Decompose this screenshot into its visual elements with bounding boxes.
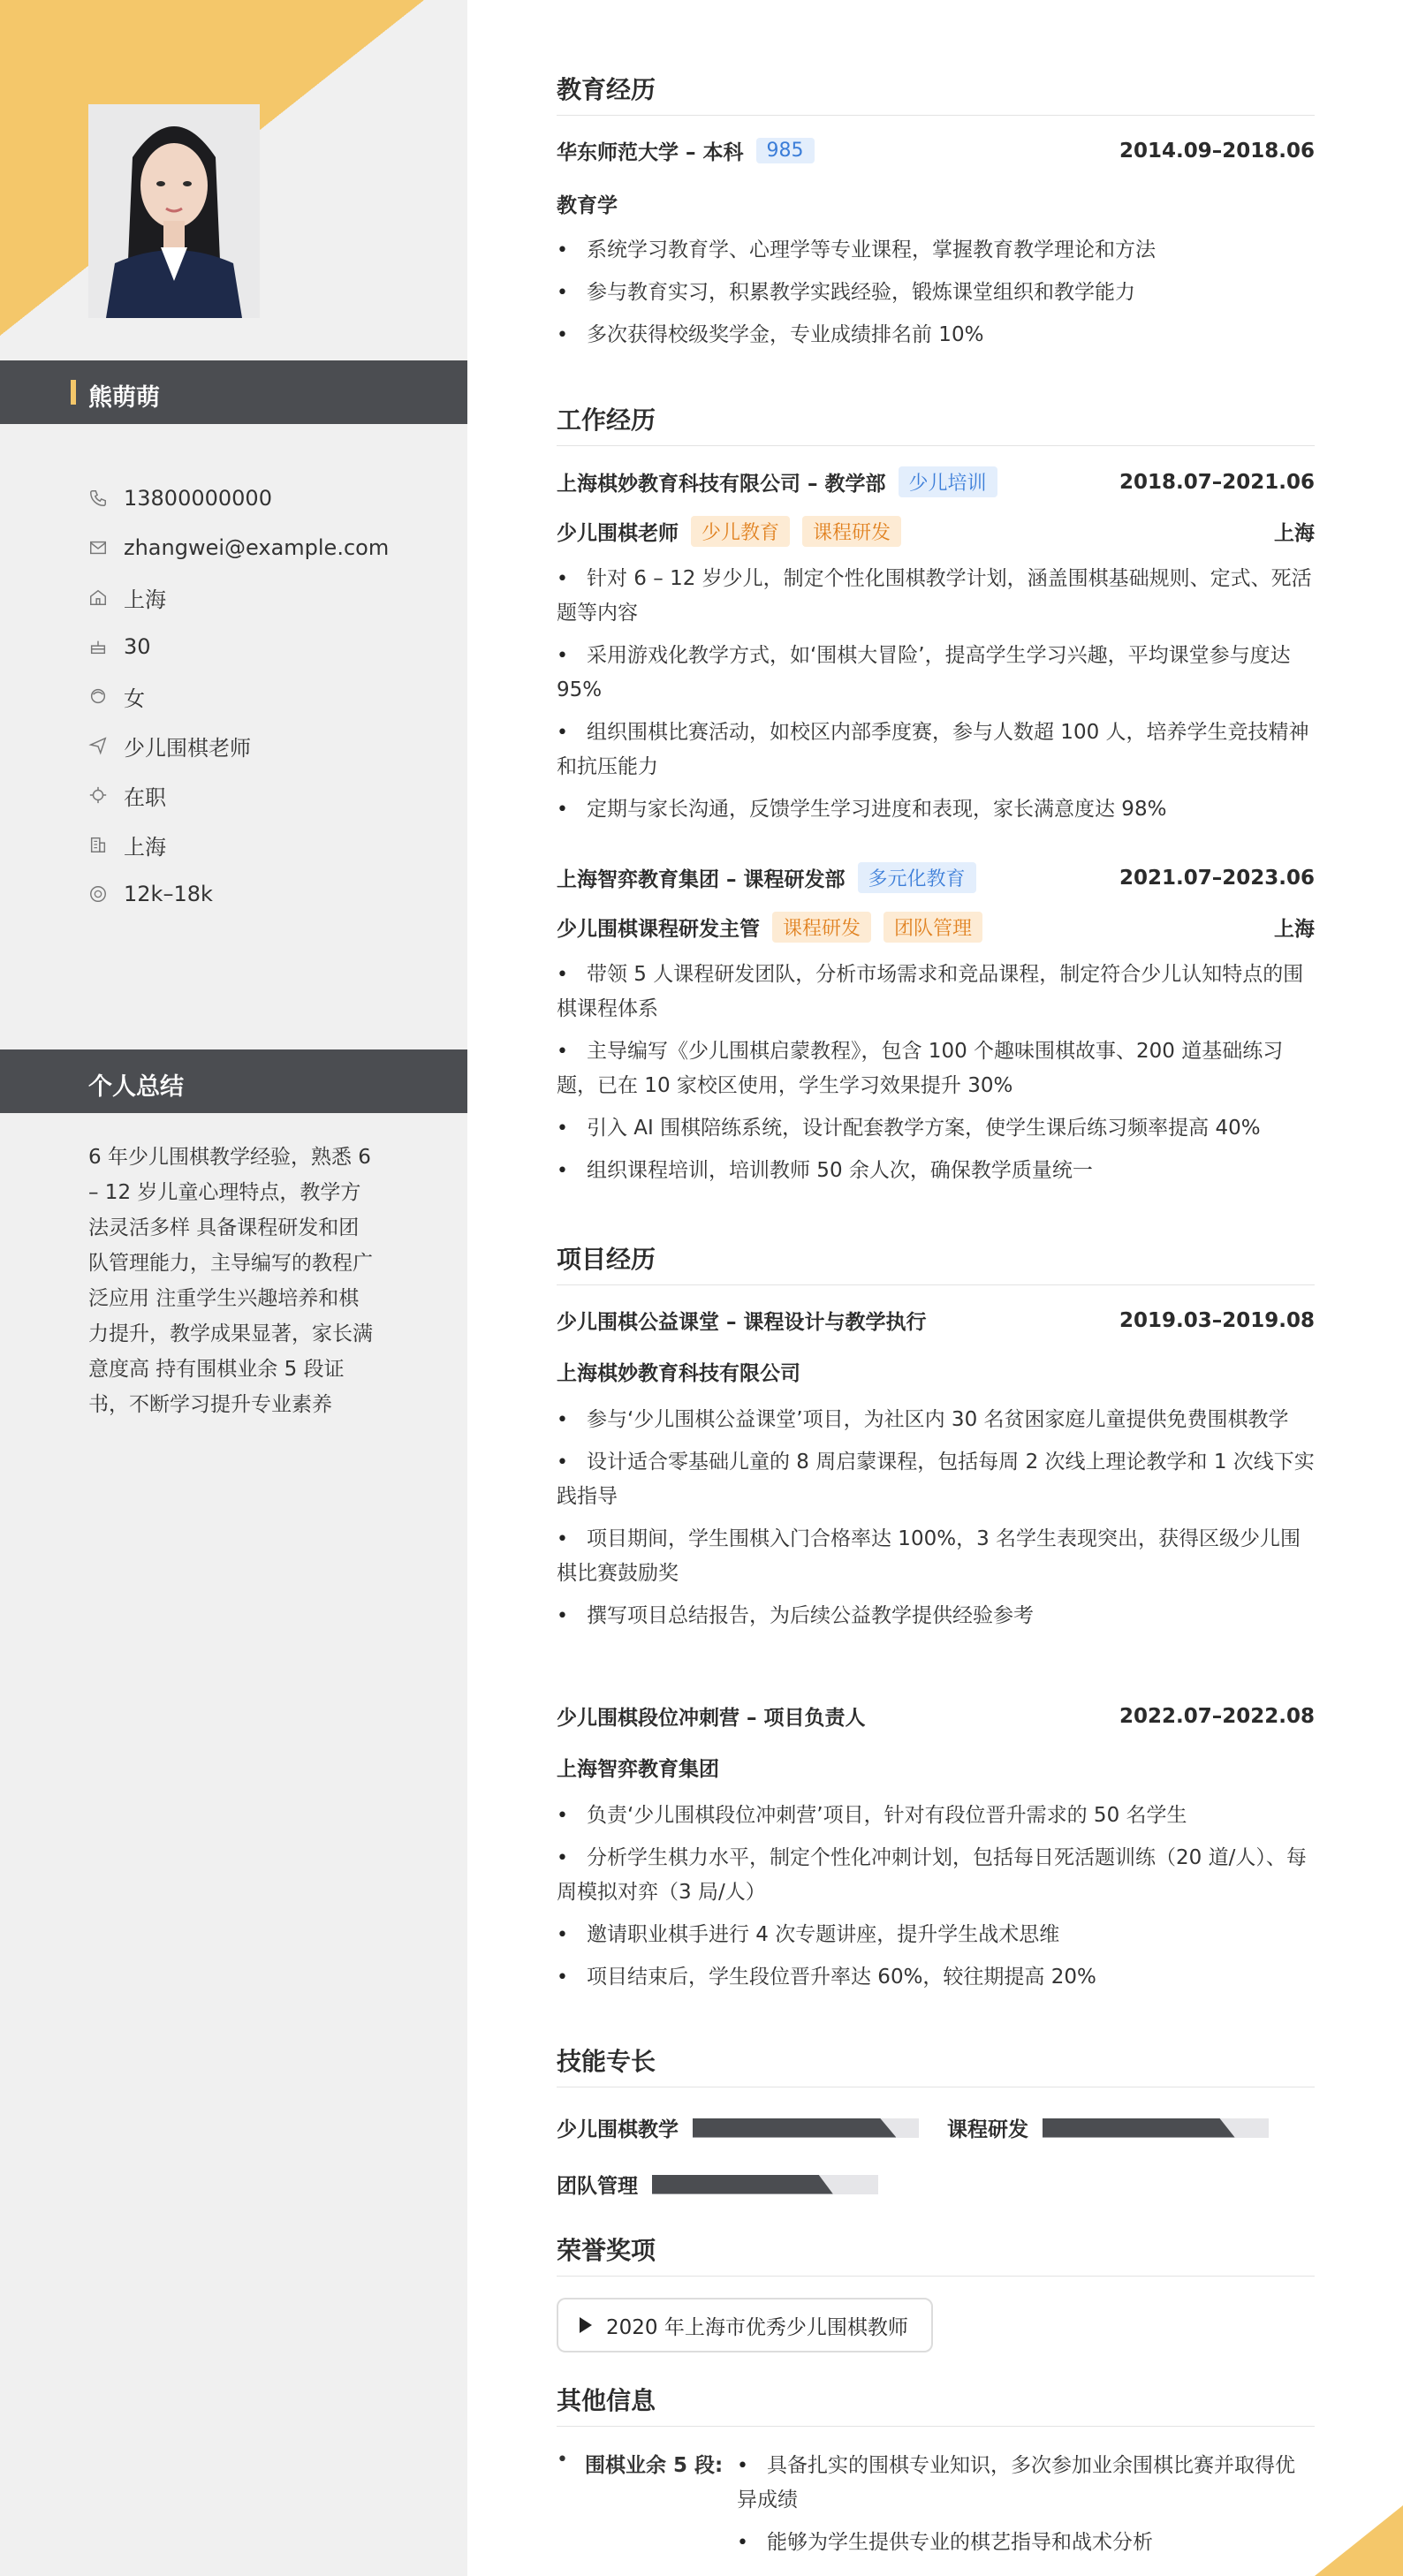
other-info <box>557 2449 1315 2568</box>
gender-icon <box>88 686 108 706</box>
list-item: • 组织课程培训，培训教师 50 余人次，确保教学质量统一 <box>557 1154 1315 1188</box>
contact-salary-text: 12k–18k <box>124 882 213 906</box>
honor-item-toggle[interactable] <box>557 2298 933 2352</box>
education-header <box>557 136 1315 165</box>
status-icon <box>88 785 108 805</box>
sidebar <box>0 0 467 2576</box>
job-2-bullets <box>557 958 1315 1196</box>
job-1-role: 少儿围棋老师 <box>557 522 679 545</box>
job-2-role: 少儿围棋课程研发主管 <box>557 918 760 941</box>
job-2-role-row <box>557 912 1315 943</box>
project-1-bullets <box>557 1403 1315 1641</box>
list-item: • 设计适合零基础儿童的 8 周启蒙课程，包括每周 2 次线上理论教学和 1 次线下实践指导 <box>557 1445 1315 1514</box>
contact-home <box>88 572 389 622</box>
work-title: 工作经历 <box>557 401 1315 446</box>
name-bar <box>0 360 467 424</box>
list-item: • 参与‘少儿围棋公益课堂’项目，为社区内 30 名贫困家庭儿童提供免费围棋教学 <box>557 1403 1315 1437</box>
contact-work-city <box>88 820 389 869</box>
profile-photo <box>88 104 260 318</box>
list-item: • 主导编写《少儿围棋启蒙教程》，包含 100 个趣味围棋故事、200 道基础练习题，已在 10 家校区使用，学生学习效果提升 30% <box>557 1034 1315 1103</box>
skill-level-fill <box>652 2175 833 2194</box>
contact-work-city-text: 上海 <box>124 834 166 860</box>
summary-text: 6 年少儿围棋教学经验，熟悉 6 – 12 岁儿童心理特点，教学方法灵活多样 具备课程研发和团队管理能力，主导编写的教程广泛应用 注重学生兴趣培养和棋力提升，教学成果显著，家长满意度高 持有围棋业余 5 段证书，不断学习提升专业素养 <box>88 1146 373 1416</box>
skill-name: 少儿围棋教学 <box>557 2118 679 2141</box>
list-item: • 组织围棋比赛活动，如校区内部季度赛，参与人数超 100 人，培养学生竞技精神和抗压能力 <box>557 716 1315 784</box>
job-2-city: 上海 <box>1274 918 1315 941</box>
project-2-header <box>557 1701 1315 1731</box>
skill-item <box>947 2113 1269 2142</box>
list-item: • 邀请职业棋手进行 4 次专题讲座，提升学生战术思维 <box>557 1918 1315 1952</box>
list-item: • 能够为学生提供专业的棋艺指导和战术分析 <box>737 2526 1315 2560</box>
job-2-role-tag: 课程研发 <box>772 912 871 943</box>
list-item: • 项目期间，学生围棋入门合格率达 100%，3 名学生表现突出，获得区级少儿围棋比赛鼓励奖 <box>557 1522 1315 1591</box>
skills-title: 技能专长 <box>557 2042 1315 2087</box>
other-bullets <box>737 2449 1315 2568</box>
education-date: 2014.09–2018.06 <box>1119 139 1315 163</box>
job-2-role-tag: 团队管理 <box>884 912 982 943</box>
list-item: • 具备扎实的围棋专业知识，多次参加业余围棋比赛并取得优异成绩 <box>737 2449 1315 2518</box>
list-item: • 定期与家长沟通，反馈学生学习进度和表现，家长满意度达 98% <box>557 792 1315 827</box>
skill-name: 课程研发 <box>947 2118 1028 2141</box>
phone-icon <box>88 489 108 508</box>
skill-level-fill <box>1043 2118 1235 2138</box>
salary-icon <box>88 884 108 904</box>
corner-decoration <box>1315 2505 1403 2576</box>
list-item: • 分析学生棋力水平，制定个性化冲刺计划，包括每日死活题训练（20 道/人）、每周模拟对弈（3 局/人） <box>557 1841 1315 1910</box>
job-1-bullets <box>557 562 1315 835</box>
job-2-company: 上海智弈教育集团 – 课程研发部 <box>557 868 846 891</box>
cake-icon <box>88 637 108 656</box>
project-2-org: 上海智弈教育集团 <box>557 1758 719 1781</box>
job-1-company: 上海棋妙教育科技有限公司 – 教学部 <box>557 473 886 496</box>
project-2-org-row <box>557 1753 1315 1782</box>
school-name: 华东师范大学 – 本科 <box>557 141 744 164</box>
skill-name: 团队管理 <box>557 2175 638 2198</box>
contact-salary <box>88 869 389 919</box>
skill-bar <box>652 2175 878 2194</box>
skill-bar <box>693 2118 919 2138</box>
mail-icon <box>88 538 108 557</box>
education-major-row <box>557 189 1315 218</box>
job-1-role-tag: 少儿教育 <box>691 516 790 547</box>
job-1-city: 上海 <box>1274 522 1315 545</box>
project-1-name: 少儿围棋公益课堂 – 课程设计与教学执行 <box>557 1311 927 1334</box>
list-item: • 针对 6 – 12 岁少儿，制定个性化围棋教学计划，涵盖围棋基础规则、定式、死活题等内容 <box>557 562 1315 631</box>
list-item: • 多次获得校级奖学金，专业成绩排名前 10% <box>557 318 1315 352</box>
project-1-date: 2019.03–2019.08 <box>1119 1308 1315 1332</box>
job-2-date: 2021.07–2023.06 <box>1119 866 1315 890</box>
other-label: 围棋业余 5 段: <box>585 2454 724 2477</box>
contact-status-text: 在职 <box>124 784 166 810</box>
send-icon <box>88 736 108 755</box>
project-1-header <box>557 1306 1315 1335</box>
education-bullets <box>557 233 1315 360</box>
job-2-header <box>557 862 1315 893</box>
contact-email-text: zhangwei@example.com <box>124 535 390 560</box>
job-1-role-tag: 课程研发 <box>802 516 901 547</box>
contact-status <box>88 770 389 820</box>
project-2-date: 2022.07–2022.08 <box>1119 1704 1315 1728</box>
education-title: 教育经历 <box>557 71 1315 116</box>
project-2-name: 少儿围棋段位冲刺营 – 项目负责人 <box>557 1707 866 1730</box>
contact-age <box>88 622 389 671</box>
contact-phone <box>88 474 389 523</box>
list-item: • 带领 5 人课程研发团队，分析市场需求和竞品课程，制定符合少儿认知特点的围棋课程体系 <box>557 958 1315 1027</box>
projects-title: 项目经历 <box>557 1240 1315 1285</box>
profile-name: 熊萌萌 <box>88 384 160 412</box>
skill-bar <box>1043 2118 1269 2138</box>
list-item: • 采用游戏化教学方式，如‘围棋大冒险’，提高学生学习兴趣，平均课堂参与度达 95% <box>557 639 1315 708</box>
skill-item <box>557 2170 878 2199</box>
home-icon <box>88 587 108 607</box>
contact-age-text: 30 <box>124 634 151 659</box>
job-2-company-tag: 多元化教育 <box>858 862 976 893</box>
contact-gender <box>88 671 389 721</box>
skill-item <box>557 2113 919 2142</box>
portrait-image <box>88 104 260 318</box>
list-item: • 项目结束后，学生段位晋升率达 60%，较往期提高 20% <box>557 1960 1315 1995</box>
project-2-bullets <box>557 1799 1315 2003</box>
project-1-org-row <box>557 1357 1315 1386</box>
list-item: • 引入 AI 围棋陪练系统，设计配套教学方案，使学生课后练习频率提高 40% <box>557 1111 1315 1146</box>
contact-email <box>88 523 389 572</box>
summary-title: 个人总结 <box>88 1073 184 1101</box>
name-accent-mark <box>71 380 76 405</box>
contact-gender-text: 女 <box>124 686 145 711</box>
school-tag: 985 <box>756 138 815 163</box>
contact-position <box>88 721 389 770</box>
job-1-role-row <box>557 516 1315 547</box>
project-1-org: 上海棋妙教育科技有限公司 <box>557 1362 800 1385</box>
honor-item-text: 2020 年上海市优秀少儿围棋教师 <box>606 2315 908 2339</box>
list-item: • 负责‘少儿围棋段位冲刺营’项目，针对有段位晋升需求的 50 名学生 <box>557 1799 1315 1833</box>
bullet-dot: • <box>557 2449 568 2471</box>
job-1-date: 2018.07–2021.06 <box>1119 470 1315 494</box>
contact-list <box>88 474 389 919</box>
skill-level-fill <box>693 2118 896 2138</box>
play-triangle-icon <box>580 2317 592 2333</box>
building-icon <box>88 835 108 854</box>
summary-bar <box>0 1049 467 1113</box>
other-title: 其他信息 <box>557 2382 1315 2427</box>
job-1-header <box>557 466 1315 497</box>
job-1-company-tag: 少儿培训 <box>899 466 997 497</box>
list-item: • 参与教育实习，积累教学实践经验，锻炼课堂组织和教学能力 <box>557 276 1315 310</box>
contact-phone-text: 13800000000 <box>124 486 272 511</box>
contact-home-text: 上海 <box>124 587 166 612</box>
list-item: • 系统学习教育学、心理学等专业课程，掌握教育教学理论和方法 <box>557 233 1315 268</box>
honors-title: 荣誉奖项 <box>557 2231 1315 2277</box>
education-major: 教育学 <box>557 194 618 217</box>
contact-position-text: 少儿围棋老师 <box>124 735 251 761</box>
list-item: • 撰写项目总结报告，为后续公益教学提供经验参考 <box>557 1599 1315 1633</box>
